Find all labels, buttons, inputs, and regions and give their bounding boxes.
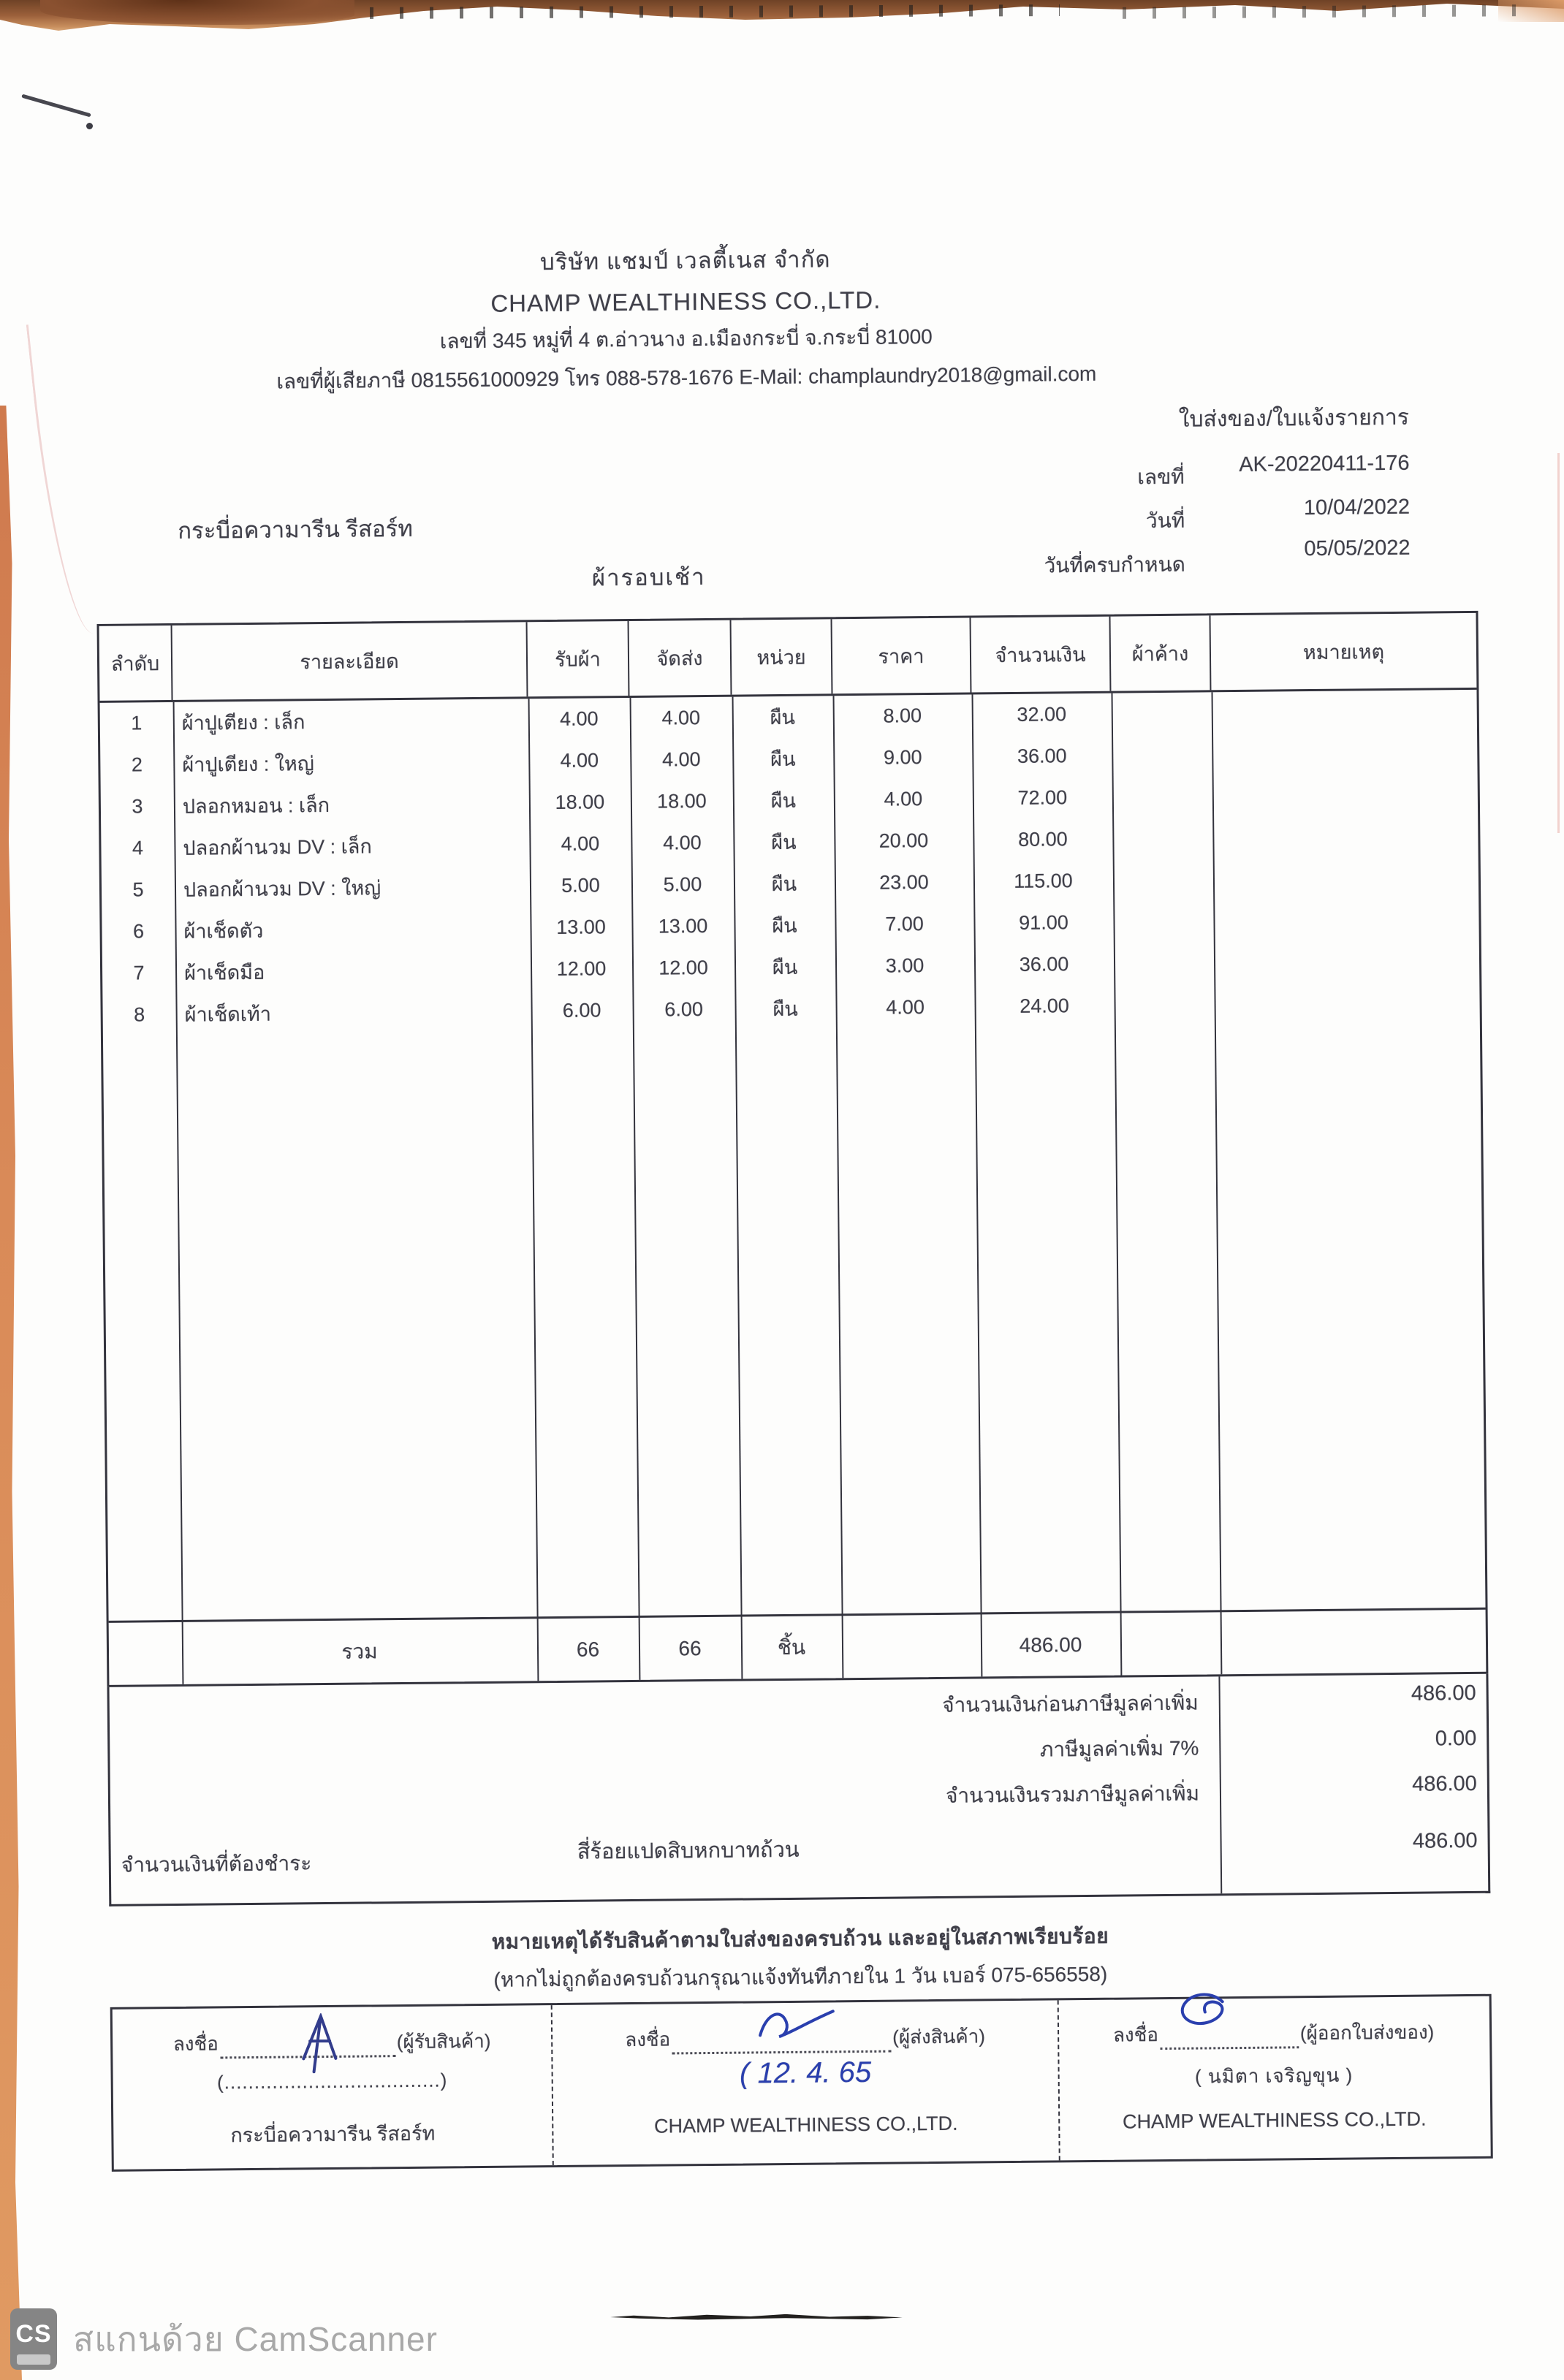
cell-received: 13.00 — [556, 916, 606, 938]
total-blank — [109, 1653, 182, 1654]
document-type: ใบส่งของ/ใบแจ้งรายการ — [1178, 405, 1410, 432]
cell-desc: ปลอกผ้านวม DV : เล็ก — [183, 835, 372, 859]
batch-title: ผ้ารอบเช้า — [591, 563, 706, 591]
handwritten-date: ( 12. 4. 65 — [739, 2056, 872, 2090]
camscanner-logo-bar — [17, 2354, 50, 2365]
cell-delivered: 12.00 — [658, 956, 708, 979]
cell-amount: 32.00 — [1017, 703, 1067, 726]
table-header-row — [99, 613, 1477, 703]
cell-price: 8.00 — [883, 704, 922, 727]
subtotal-label: จำนวนเงินก่อนภาษีมูลค่าเพิ่ม — [942, 1691, 1199, 1716]
signature-box-issuer — [1058, 1996, 1489, 2161]
cell-unit: ผืน — [771, 831, 797, 854]
camscanner-logo-icon — [10, 2308, 57, 2370]
cell-price: 4.00 — [884, 788, 923, 810]
sign-role: (ผู้รับสินค้า) — [396, 2029, 491, 2053]
total-label: รวม — [341, 1639, 378, 1663]
sign-label: ลงชื่อ — [625, 2028, 671, 2051]
summary-box — [107, 1674, 1490, 1906]
due-date-value: 05/05/2022 — [1304, 536, 1411, 561]
cell-pending — [1114, 963, 1214, 964]
cell-remark — [1212, 710, 1477, 712]
cell-amount: 115.00 — [1014, 870, 1073, 892]
cell-unit: ผืน — [770, 748, 796, 771]
cell-no: 6 — [132, 920, 145, 943]
camscanner-watermark — [10, 2308, 438, 2371]
cell-price: 9.00 — [883, 746, 922, 769]
sign-org: กระบี่อความารีน รีสอร์ท — [230, 2122, 436, 2147]
vat-value: 0.00 — [1435, 1726, 1477, 1751]
pen-mark-dot — [86, 123, 93, 129]
issuer-signature-handwriting — [1176, 1988, 1238, 2033]
cell-price: 3.00 — [885, 954, 925, 977]
cell-desc: ผ้าเช็ดมือ — [183, 961, 265, 984]
cell-received: 4.00 — [561, 832, 600, 855]
camscanner-logo-text: CS — [15, 2319, 52, 2348]
cell-delivered: 6.00 — [664, 998, 704, 1021]
col-header-pending: ผ้าค้าง — [1110, 615, 1211, 691]
cell-remark — [1213, 919, 1478, 921]
sign-org: CHAMP WEALTHINESS CO.,LTD. — [1122, 2107, 1427, 2133]
cell-received: 4.00 — [560, 749, 599, 772]
signature-box-receiver — [113, 2005, 553, 2170]
grand-total-label: จำนวนเงินรวมภาษีมูลค่าเพิ่ม — [945, 1782, 1200, 1807]
signature-box-sender — [551, 2000, 1059, 2165]
col-header-remark: หมายเหตุ — [1302, 640, 1385, 664]
cell-price: 20.00 — [878, 829, 929, 852]
cell-delivered: 13.00 — [658, 914, 708, 938]
cell-no: 2 — [131, 753, 143, 776]
due-date-label: วันที่ครบกำหนด — [1044, 552, 1185, 577]
cell-delivered: 4.00 — [663, 832, 702, 854]
sender-signature-handwriting — [757, 2002, 838, 2041]
cell-remark — [1214, 960, 1479, 962]
sign-org: CHAMP WEALTHINESS CO.,LTD. — [653, 2112, 958, 2137]
cell-remark — [1212, 835, 1478, 837]
total-delivered: 66 — [678, 1636, 702, 1659]
col-header-desc: รายละเอียด — [172, 622, 528, 700]
total-received: 66 — [576, 1637, 600, 1661]
cell-delivered: 18.00 — [656, 789, 707, 813]
signature-dotted-line — [1160, 2031, 1299, 2050]
total-pending-blank — [1120, 1643, 1221, 1644]
cell-remark — [1215, 1002, 1480, 1004]
sign-role: (ผู้ส่งสินค้า) — [892, 2025, 986, 2048]
company-name-en: CHAMP WEALTHINESS CO.,LTD. — [490, 286, 881, 317]
cell-unit: ผืน — [770, 789, 797, 813]
cell-received: 6.00 — [562, 999, 601, 1022]
faint-pink-edge-line — [1557, 453, 1560, 833]
note-line-2: (หากไม่ถูกต้องครบถ้วนกรุณาแจ้งทันทีภายใน 1 วัน เบอร์ 075-656558) — [493, 1962, 1108, 1991]
cell-received: 12.00 — [556, 957, 607, 980]
col-header-received: รับผ้า — [528, 621, 630, 696]
cell-amount: 36.00 — [1017, 745, 1067, 767]
col-header-unit: หน่วย — [732, 619, 833, 694]
cell-price: 4.00 — [886, 996, 925, 1019]
company-header — [181, 237, 1191, 399]
summary-divider-line — [1218, 1676, 1222, 1893]
col-header-delivered: จัดส่ง — [629, 620, 732, 696]
cell-no: 7 — [133, 962, 145, 984]
cell-desc: ผ้าเช็ดเท้า — [184, 1003, 272, 1026]
cell-amount: 72.00 — [1017, 786, 1068, 809]
note-line-1: หมายเหตุได้รับสินค้าตามใบส่งของครบถ้วน และอยู่ในสภาพเรียบร้อย — [491, 1924, 1109, 1953]
cell-unit: ผืน — [772, 956, 798, 979]
sign-name: ( นมิตา เจริญขุน ) — [1194, 2064, 1354, 2088]
col-header-price: ราคา — [832, 617, 972, 693]
cell-unit: ผืน — [770, 706, 796, 729]
cell-desc: ปลอกผ้านวม DV : ใหญ่ — [183, 877, 381, 901]
sign-role: (ผู้ออกใบส่งของ) — [1299, 2020, 1435, 2045]
cell-price: 7.00 — [885, 913, 924, 935]
cell-unit: ผืน — [772, 914, 797, 938]
date-value: 10/04/2022 — [1303, 495, 1411, 520]
cell-desc: ปลอกหมอน : เล็ก — [182, 794, 330, 818]
col-header-no: ลำดับ — [99, 626, 173, 701]
cell-remark — [1213, 877, 1478, 879]
cell-no: 4 — [132, 837, 144, 859]
sign-line — [1059, 2017, 1488, 2051]
signature-section — [110, 1994, 1493, 2172]
cell-pending — [1112, 838, 1212, 839]
company-name-th: บริษัท แชมป์ เวลตี้เนส จำกัด — [539, 246, 831, 275]
cell-received: 4.00 — [559, 707, 599, 730]
cell-amount: 80.00 — [1017, 828, 1068, 851]
total-amount: 486.00 — [1019, 1632, 1082, 1657]
cell-remark — [1212, 794, 1478, 796]
amount-due-words: สี่ร้อยแปดสิบหกบาทถ้วน — [577, 1838, 800, 1864]
table-rows — [100, 690, 1480, 1036]
amount-due-label: จำนวนเงินที่ต้องชำระ — [121, 1852, 312, 1877]
cell-no: 5 — [132, 878, 144, 901]
cell-received: 5.00 — [561, 874, 600, 897]
customer-name: กระบี่อความารีน รีสอร์ท — [178, 515, 413, 544]
cell-delivered: 4.00 — [661, 748, 701, 771]
cell-unit: ผืน — [772, 997, 798, 1021]
cell-desc: ผ้าปูเตียง : เล็ก — [181, 711, 305, 734]
cell-pending — [1113, 880, 1213, 881]
cell-price: 23.00 — [879, 871, 929, 894]
total-unit: ชิ้น — [777, 1635, 806, 1659]
grand-total-value: 486.00 — [1411, 1771, 1477, 1796]
sign-name-blank: (....................................) — [216, 2069, 448, 2094]
cell-amount: 91.00 — [1019, 911, 1068, 934]
cell-amount: 36.00 — [1019, 953, 1069, 976]
doc-no-label: เลขที่ — [1137, 465, 1185, 489]
cell-no: 1 — [131, 712, 143, 734]
camscanner-text: สแกนด้วย CamScanner — [73, 2319, 438, 2358]
cell-delivered: 5.00 — [663, 873, 702, 896]
receiver-signature-handwriting — [299, 2013, 343, 2075]
cell-received: 18.00 — [555, 791, 605, 813]
total-remark-blank — [1221, 1640, 1486, 1643]
date-label: วันที่ — [1145, 509, 1185, 533]
sign-label: ลงชื่อ — [1112, 2023, 1159, 2046]
sign-label: ลงชื่อ — [172, 2032, 219, 2056]
cell-pending — [1114, 921, 1214, 922]
cell-pending — [1112, 713, 1212, 714]
cell-pending — [1112, 755, 1212, 756]
doc-no-value: AK-20220411-176 — [1239, 451, 1410, 476]
amount-due-value: 486.00 — [1412, 1828, 1478, 1853]
table-total-row — [109, 1608, 1487, 1685]
total-price-blank — [842, 1646, 981, 1647]
cell-pending — [1112, 796, 1212, 797]
cell-delivered: 4.00 — [661, 707, 701, 729]
company-taxline: เลขที่ผู้เสียภาษี 0815561000929 โทร 088-578-1676 E-Mail: champlaundry2018@gmail.com — [276, 362, 1097, 393]
vat-label: ภาษีมูลค่าเพิ่ม 7% — [1039, 1736, 1199, 1761]
items-table — [97, 611, 1489, 1687]
company-address: เลขที่ 345 หมู่ที่ 4 ต.อ่าวนาง อ.เมืองกระบี่ จ.กระบี่ 81000 — [439, 324, 933, 353]
cell-unit: ผืน — [771, 872, 797, 896]
cell-no: 8 — [133, 1003, 145, 1026]
cell-no: 3 — [132, 795, 143, 818]
cell-desc: ผ้าปูเตียง : ใหญ่ — [182, 753, 314, 776]
cell-amount: 24.00 — [1020, 995, 1070, 1017]
col-header-amount: จำนวนเงิน — [971, 617, 1111, 693]
cell-remark — [1212, 752, 1477, 754]
subtotal-value: 486.00 — [1411, 1681, 1476, 1706]
cell-desc: ผ้าเช็ดตัว — [183, 919, 264, 943]
